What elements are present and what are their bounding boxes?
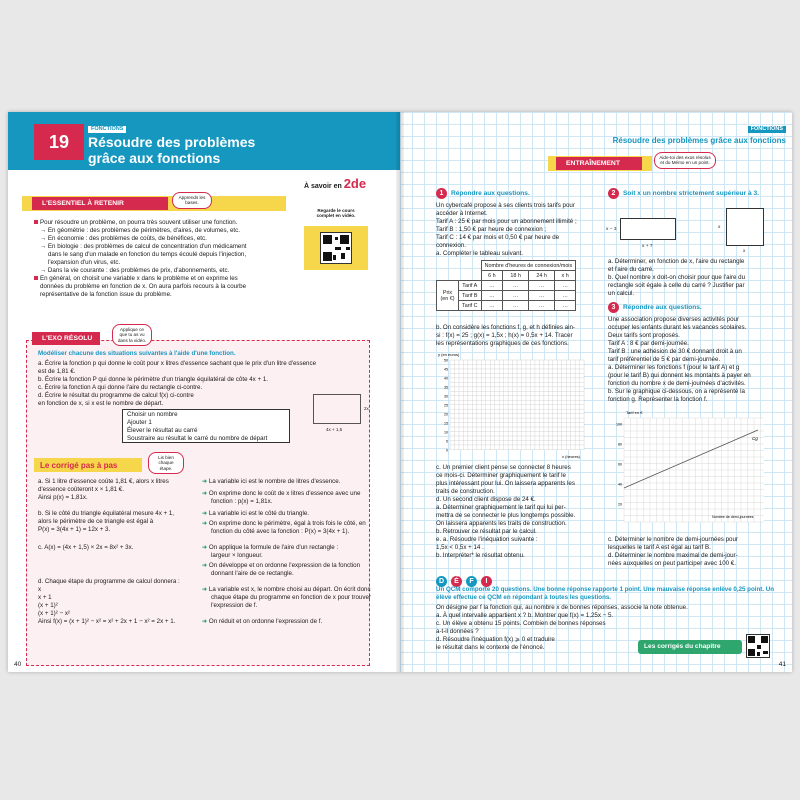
book-gutter	[396, 112, 404, 672]
right-page: FONCTIONS Résoudre des problèmes grâce aux fonctions ENTRAÎNEMENT Aide-toi des exos résolus et du Mémo en un point. 1 Répondre aux questions. Un cybercafé propose à ses clients trois tarifs pour accéder à Internet. Tarif A : 25 € par mois pour un abonnement illimité ; Tarif B : 1,50 € par heure de connexion ; Tarif C : 14 € par mois et 0,50 € par heure de connexion. a. Compléter le tableau suivant. Nombre d'heures de connexion/mois 6 h 18 h 24 h x h Prix (en €) Tarif A … … … … Tarif B … … … … Tarif C … … … … b. On considère les fonctions f, g, et h définies ain- si : f(x) = 25 ; g(x) = 1,5x ; h(x) = 0,5x + 14. Tracer les représentations graphiques de ces fonctions. y (en euros) x (heures) 50 45 40 35 30 25 20 15 10 5 0 c. Un premier client pense se connecter 8 heures ce mois-ci. Déterminer graphiquement le tarif le plus intéressant pour lui. On laissera apparents les traits de construction. d. Un second client dispose de 24 €. a. Déterminer graphiquement le tarif qui lui per- mettra de se connecter le plus longtemps possible. On laissera apparents les traits de construction. b. Retrouver ce résultat par le calcul. e. a. Résoudre l'inéquation suivante : 1,5x < 0,5x + 14 . b. Interpréter* le résultat obtenu. 2 Soit x un nombre strictement supérieur à 3. x − 3 x + 7 x x a. Déterminer, en fonction de x, l'aire du rectangle et l'aire du carré. b. Quel nombre x doit-on choisir pour que l'aire du rectangle soit égale à celle du carré ? Justifier par un calcul. 3 Répondre aux questions. Une association propose diverses activités pour occuper les enfants durant les vacances scolaires. Deux tarifs sont proposés. Tarif A : 8 € par demi-journée. Tarif B : une adhésion de 30 € donnant droit à un tarif préférentiel de 5 € par demi-journée. a. Déterminer les fonctions f (pour le tarif A) et g (pour le tarif B) qui donnent les montants à payer en fonction du nombre x de demi-journées d'activités. b. Sur le graphique ci-dessous, on a représenté la fonction g. Représenter la fonction f. Tarif en € Nombre de demi-journées 100 80 60 40 20 Cg c. Déterminer le nombre de demi-journées pour lesquelles le tarif A est égal au tarif B. d. Déterminer le nombre maximal de demi-jour- nées auxquelles on peut participer avec 100 €. D É F I Un QCM comporte 20 questions. Une bonne réponse rapporte 1 point. Une mauvaise réponse enlève 0,25 point. Un élève effectue ce QCM en répondant à toutes les questions. On désigne par f la fonction qui, au nombre x de bonnes réponses, associe la note obtenue. a. À quel intervalle appartient x ? b. Montrer que f(x) = 1,25x − 5. c. Un élève a obtenu 15 points. Combien de bonnes réponses a-t-il données ? d. Résoudre l'inéquation f(x) ⩾ 0 et traduire le résultat dans le contexte de l'énoncé. Les corrigés du chapitre 41	[400, 112, 792, 672]
y-tick-label: 20	[618, 502, 622, 507]
defi-statement: Un QCM comporte 20 questions. Une bonne réponse rapporte 1 point. Une mauvaise réponse enlève 0,25 point. Un élève effectue ce QCM en répondant à toutes les questions.	[436, 586, 774, 601]
left-page: 19 FONCTIONS Résoudre des problèmes grâce aux fonctions À savoir en 2de L'ESSENTIEL À RETENIR Apprends les bases. Regarde le cours complet en vidéo. Pour résoudre un problème, on pourra très souvent utiliser une fonction. → En géométrie : des problèmes de périmètres, d'aires, de volumes, etc. → En économie : des problèmes de coûts, de bénéfices, etc. → En biologie : des problèmes de calcul de concentration d'un médicament dans le sang d'un malade en fonction du temps écoulé depuis l'injection, l'expansion d'un virus, etc. → Dans la vie courante : des problèmes de prix, d'abonnements, etc. En général, on choisit une variable x dans le problème et on exprime les données du problème en fonction de x. On aura parfois recours à la courbe représentative de la fonction issue du problème. L'EXO RÉSOLU Applique ce que tu as vu dans la vidéo. Modéliser chacune des situations suivantes à l'aide d'une fonction. a. Écrire la fonction p qui donne le coût pour x litres d'essence sachant que le prix d'un litre d'essence est de 1,81 €. b. Écrire la fonction P qui donne le périmètre d'un triangle équilatéral de côte 4x + 1. c. Écrire la fonction A qui donne l'aire du rectangle ci-contre. d. Écrire le résultat du programme de calcul f(x) ci-contre en fonction de x, si x est le nombre de départ. 2x 4x + 1,5 Choisir un nombre Ajouter 1 Élever le résultat au carré Soustraire au résultat le carré du nombre de départ Le corrigé pas à pas Lis bien chaque étape. a. Si 1 litre d'essence coûte 1,81 €, alors x litres d'essence coûteront x × 1,81 €. Ainsi p(x) = 1,81x. b. Si le côté du triangle équilatéral mesure 4x + 1, alors le périmètre de ce triangle est égal à P(x) = 3(4x + 1) = 12x + 3. c. A(x) = (4x + 1,5) × 2x = 8x² + 3x. d. Chaque étape du programme de calcul donnera : x x + 1 (x + 1)² (x + 1)² − x² Ainsi f(x) = (x + 1)² − x² = x² + 2x + 1 − x² = 2x + 1. ➜ La variable ici est le nombre de litres d'essence. ➜ On exprime donc le coût de x litres d'essence avec une fonction : p(x) = 1,81x. ➜ La variable ici est le côté du triangle. ➜ On exprime donc le périmètre, égal à trois fois le côté, en fonction du côté avec la fonction : P(x) = 3(4x + 1). ➜ On applique la formule de l'aire d'un rectangle : largeur × longueur. ➜ On développe et on ordonne l'expression de la fonction donnant l'aire de ce rectangle. ➜ La variable est x, le nombre choisi au départ. On écrit donc chaque étape du programme en fonction de x pour trouver l'expression de f. ➜ On réduit et on ordonne l'expression de f. 40	[8, 112, 400, 672]
rect-bottom-label: 4x + 1,5	[326, 427, 343, 432]
ex2-title: 2 Soit x un nombre strictement supérieur à 3.	[608, 188, 759, 199]
graph1-ylabel: y (en euros)	[438, 352, 460, 357]
graph2-ylabel: Tarif en €	[626, 410, 643, 415]
book-spread	[8, 112, 792, 672]
bubble-etapes: Lis bien chaque étape.	[148, 452, 184, 474]
graph1-xlabel: x (heures)	[562, 454, 581, 459]
fig-x-side: x	[718, 225, 721, 230]
table-row: Tarif C … … … …	[437, 301, 576, 311]
y-tick-label: 40	[618, 482, 622, 487]
table-header: Nombre d'heures de connexion/mois	[481, 261, 576, 271]
qr-caption: Regarde le cours complet en vidéo.	[316, 208, 356, 219]
fig-x-plus-7: x + 7	[642, 244, 653, 249]
ex3-title: 3 Répondre aux questions.	[608, 302, 702, 313]
category-tag-right: FONCTIONS	[748, 126, 786, 133]
y-tick-label: 60	[618, 462, 622, 467]
chapter-number: 19	[34, 124, 84, 160]
y-tick-label: 40	[444, 376, 448, 381]
entrainement-banner: ENTRAÎNEMENT	[556, 157, 642, 170]
bubble-entrainement: Aide-toi des exos résolus et du Mémo en un point.	[654, 152, 716, 169]
graph-cybercafe[interactable]	[436, 350, 590, 460]
chapter-title: Résoudre des problèmes grâce aux fonctions	[88, 134, 256, 166]
chapter-header	[8, 112, 400, 170]
corrige-title: Le corrigé pas à pas	[40, 461, 118, 470]
y-tick-label: 100	[616, 422, 622, 427]
rectangle-shape	[620, 218, 676, 240]
a-savoir-label: À savoir en 2de	[304, 176, 367, 191]
exo-intro: Modéliser chacune des situations suivantes à l'aide d'une fonction.	[38, 350, 236, 357]
table-row: Tarif B … … … …	[437, 291, 576, 301]
y-tick-label: 10	[444, 430, 448, 435]
ex1-title: 1 Répondre aux questions.	[436, 188, 530, 199]
qr-code-left[interactable]	[320, 232, 352, 264]
graph-association[interactable]	[608, 408, 768, 532]
y-tick-label: 0	[446, 448, 448, 453]
fig-x-minus-3: x − 3	[606, 227, 617, 232]
y-tick-label: 80	[618, 442, 622, 447]
y-tick-label: 20	[444, 412, 448, 417]
rectangle-figure	[313, 394, 361, 424]
exo-banner: L'EXO RÉSOLU	[32, 332, 100, 345]
bubble-video: Applique ce que tu as vu dans la vidéo.	[112, 324, 152, 346]
corriges-button[interactable]: Les corrigés du chapitre	[638, 640, 742, 654]
running-title: Résoudre des problèmes grâce aux fonctions	[612, 136, 786, 145]
tarif-table: Nombre d'heures de connexion/mois 6 h 18 h 24 h x h Prix (en €) Tarif A … … … … Tarif B … … … … Tarif C … … … …	[436, 260, 576, 311]
y-tick-label: 5	[446, 439, 448, 444]
y-tick-label: 15	[444, 421, 448, 426]
bubble-bases: Apprends les bases.	[172, 192, 212, 209]
defi-badges: D É F I	[436, 570, 496, 588]
category-tag: FONCTIONS	[88, 126, 126, 133]
qr-code-right[interactable]	[746, 634, 770, 658]
y-tick-label: 45	[444, 367, 448, 372]
fig-x-bottom: x	[743, 249, 746, 254]
curve-g-label: Cg	[752, 436, 758, 441]
y-tick-label: 50	[444, 358, 448, 363]
essentiel-banner: L'ESSENTIEL À RETENIR	[32, 197, 168, 210]
page-number-left: 40	[14, 661, 22, 668]
rect-side-label: 2x	[364, 406, 369, 411]
y-tick-label: 30	[444, 394, 448, 399]
graph2-xlabel: Nombre de demi-journées	[712, 515, 754, 519]
page-number-right: 41	[778, 661, 786, 668]
y-tick-label: 35	[444, 385, 448, 390]
table-row: Prix (en €) Tarif A … … … …	[437, 281, 576, 291]
square-shape	[726, 208, 764, 246]
program-box: Choisir un nombre Ajouter 1 Élever le résultat au carré Soustraire au résultat le carré du nombre de départ	[122, 409, 290, 443]
y-tick-label: 25	[444, 403, 448, 408]
